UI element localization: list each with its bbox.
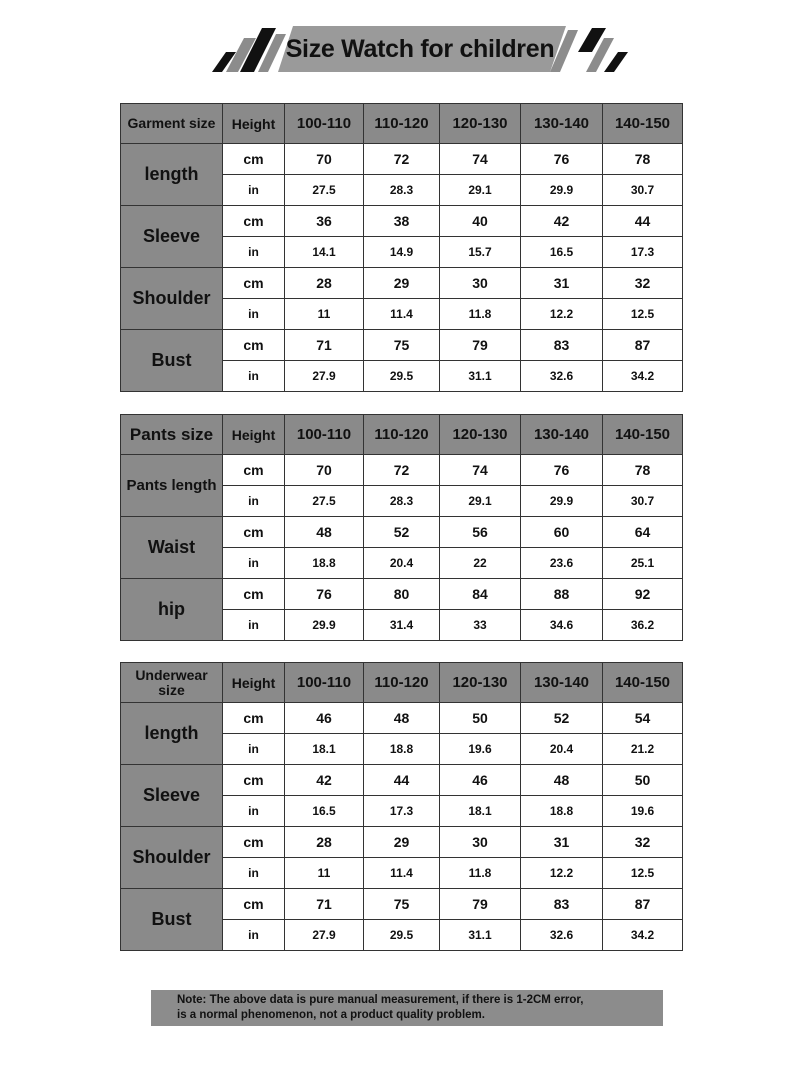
table-cell: 44 <box>603 206 683 237</box>
table-cell: 56 <box>440 517 521 548</box>
table-cell: 11 <box>285 299 364 330</box>
table-cell: 32 <box>603 827 683 858</box>
measurement-label: length <box>121 144 223 206</box>
table-cell: 15.7 <box>440 237 521 268</box>
unit-cm: cm <box>223 827 285 858</box>
title-banner <box>0 0 800 90</box>
table-cell: 18.8 <box>285 548 364 579</box>
table-cell: 42 <box>285 765 364 796</box>
table-cell: 72 <box>364 144 440 175</box>
table-cell: 28 <box>285 268 364 299</box>
table-cell: 27.9 <box>285 920 364 951</box>
table-cell: 21.2 <box>603 734 683 765</box>
table-cell: 80 <box>364 579 440 610</box>
note-line-2: is a normal phenomenon, not a product quality problem. <box>177 1009 485 1021</box>
table-cell: 12.2 <box>521 858 603 889</box>
measurement-label: Shoulder <box>121 268 223 330</box>
table-row <box>121 765 683 796</box>
table-cell: 27.9 <box>285 361 364 392</box>
table-cell: 19.6 <box>603 796 683 827</box>
table-cell: 12.5 <box>603 858 683 889</box>
table-cell: 12.5 <box>603 299 683 330</box>
height-range: 130-140 <box>521 415 603 455</box>
banner-stripe-right-4 <box>604 52 628 72</box>
table-cell: 34.6 <box>521 610 603 641</box>
unit-cm: cm <box>223 206 285 237</box>
unit-cm: cm <box>223 268 285 299</box>
table-cell: 70 <box>285 455 364 486</box>
table-cell: 30.7 <box>603 486 683 517</box>
table-cell: 11.8 <box>440 299 521 330</box>
table-cell: 42 <box>521 206 603 237</box>
table-cell: 60 <box>521 517 603 548</box>
height-range: 100-110 <box>285 415 364 455</box>
unit-cm: cm <box>223 330 285 361</box>
height-label: Height <box>223 104 285 144</box>
table-cell: 76 <box>285 579 364 610</box>
measurement-label: Shoulder <box>121 827 223 889</box>
measurement-note <box>151 990 663 1026</box>
height-range: 120-130 <box>440 663 521 703</box>
table-cell: 29 <box>364 827 440 858</box>
table-cell: 74 <box>440 144 521 175</box>
table-cell: 29.9 <box>285 610 364 641</box>
table-cell: 75 <box>364 330 440 361</box>
table-cell: 30 <box>440 827 521 858</box>
unit-cm: cm <box>223 144 285 175</box>
table-cell: 74 <box>440 455 521 486</box>
table-cell: 32.6 <box>521 361 603 392</box>
height-range: 110-120 <box>364 415 440 455</box>
measurement-label: Bust <box>121 889 223 951</box>
unit-in: in <box>223 175 285 206</box>
unit-in: in <box>223 858 285 889</box>
table-cell: 16.5 <box>521 237 603 268</box>
unit-cm: cm <box>223 889 285 920</box>
table-cell: 46 <box>440 765 521 796</box>
height-range: 130-140 <box>521 663 603 703</box>
table-cell: 27.5 <box>285 486 364 517</box>
table-cell: 12.2 <box>521 299 603 330</box>
table-cell: 83 <box>521 330 603 361</box>
measurement-label: length <box>121 703 223 765</box>
table-cell: 17.3 <box>364 796 440 827</box>
table-cell: 83 <box>521 889 603 920</box>
table-cell: 16.5 <box>285 796 364 827</box>
table-cell: 19.6 <box>440 734 521 765</box>
table-row <box>121 268 683 299</box>
table-cell: 31 <box>521 268 603 299</box>
table-heading: Underwear size <box>121 663 223 703</box>
unit-in: in <box>223 237 285 268</box>
table-heading: Garment size <box>121 104 223 144</box>
unit-cm: cm <box>223 455 285 486</box>
table-cell: 32 <box>603 268 683 299</box>
table-cell: 87 <box>603 889 683 920</box>
unit-in: in <box>223 734 285 765</box>
table-cell: 36 <box>285 206 364 237</box>
table-cell: 52 <box>364 517 440 548</box>
note-line-1: Note: The above data is pure manual measurement, if there is 1-2CM error, <box>177 994 584 1006</box>
table-header-row <box>121 104 683 144</box>
height-label: Height <box>223 415 285 455</box>
table-row <box>121 579 683 610</box>
height-range: 100-110 <box>285 104 364 144</box>
table-cell: 14.9 <box>364 237 440 268</box>
measurement-label: Sleeve <box>121 765 223 827</box>
table-cell: 79 <box>440 889 521 920</box>
table-cell: 20.4 <box>364 548 440 579</box>
measurement-label: hip <box>121 579 223 641</box>
table-cell: 29 <box>364 268 440 299</box>
table-cell: 46 <box>285 703 364 734</box>
table-cell: 78 <box>603 144 683 175</box>
table-cell: 54 <box>603 703 683 734</box>
table-cell: 14.1 <box>285 237 364 268</box>
table-cell: 50 <box>603 765 683 796</box>
height-label: Height <box>223 663 285 703</box>
table-row <box>121 144 683 175</box>
unit-in: in <box>223 548 285 579</box>
unit-cm: cm <box>223 765 285 796</box>
table-cell: 48 <box>285 517 364 548</box>
height-range: 100-110 <box>285 663 364 703</box>
unit-in: in <box>223 610 285 641</box>
table-cell: 31.1 <box>440 920 521 951</box>
table-cell: 50 <box>440 703 521 734</box>
table-cell: 29.1 <box>440 486 521 517</box>
table-cell: 31.1 <box>440 361 521 392</box>
table-cell: 11.8 <box>440 858 521 889</box>
unit-in: in <box>223 920 285 951</box>
table-cell: 87 <box>603 330 683 361</box>
height-range: 130-140 <box>521 104 603 144</box>
table-cell: 71 <box>285 330 364 361</box>
table-cell: 71 <box>285 889 364 920</box>
table-cell: 34.2 <box>603 920 683 951</box>
table-cell: 40 <box>440 206 521 237</box>
table-cell: 31 <box>521 827 603 858</box>
table-cell: 29.5 <box>364 361 440 392</box>
table-cell: 11 <box>285 858 364 889</box>
height-range: 140-150 <box>603 663 683 703</box>
table-cell: 18.1 <box>440 796 521 827</box>
table-cell: 17.3 <box>603 237 683 268</box>
table-header-row <box>121 415 683 455</box>
height-range: 140-150 <box>603 415 683 455</box>
table-cell: 11.4 <box>364 858 440 889</box>
table-cell: 18.8 <box>521 796 603 827</box>
table-cell: 27.5 <box>285 175 364 206</box>
table-row <box>121 827 683 858</box>
table-cell: 28.3 <box>364 486 440 517</box>
table-cell: 32.6 <box>521 920 603 951</box>
table-cell: 72 <box>364 455 440 486</box>
unit-cm: cm <box>223 579 285 610</box>
page-title: Size Watch for children <box>285 34 555 63</box>
table-cell: 18.8 <box>364 734 440 765</box>
table-cell: 88 <box>521 579 603 610</box>
measurement-label: Waist <box>121 517 223 579</box>
table-row <box>121 455 683 486</box>
table-cell: 92 <box>603 579 683 610</box>
table-cell: 28 <box>285 827 364 858</box>
table-cell: 22 <box>440 548 521 579</box>
unit-in: in <box>223 299 285 330</box>
table-cell: 48 <box>521 765 603 796</box>
measurement-label: Sleeve <box>121 206 223 268</box>
unit-cm: cm <box>223 517 285 548</box>
table-cell: 48 <box>364 703 440 734</box>
unit-cm: cm <box>223 703 285 734</box>
table-cell: 36.2 <box>603 610 683 641</box>
table-cell: 25.1 <box>603 548 683 579</box>
height-range: 110-120 <box>364 663 440 703</box>
table-cell: 84 <box>440 579 521 610</box>
table-cell: 30.7 <box>603 175 683 206</box>
table-cell: 28.3 <box>364 175 440 206</box>
measurement-label: Pants length <box>121 455 223 517</box>
table-cell: 29.9 <box>521 175 603 206</box>
underwear-size-table <box>120 662 683 951</box>
table-cell: 76 <box>521 144 603 175</box>
table-cell: 18.1 <box>285 734 364 765</box>
unit-in: in <box>223 361 285 392</box>
table-cell: 29.1 <box>440 175 521 206</box>
table-cell: 76 <box>521 455 603 486</box>
table-cell: 70 <box>285 144 364 175</box>
table-cell: 44 <box>364 765 440 796</box>
table-cell: 29.9 <box>521 486 603 517</box>
pants-size-table <box>120 414 683 641</box>
height-range: 140-150 <box>603 104 683 144</box>
unit-in: in <box>223 796 285 827</box>
table-header-row <box>121 663 683 703</box>
table-row <box>121 517 683 548</box>
table-cell: 33 <box>440 610 521 641</box>
table-cell: 52 <box>521 703 603 734</box>
table-row <box>121 330 683 361</box>
unit-in: in <box>223 486 285 517</box>
table-cell: 31.4 <box>364 610 440 641</box>
height-range: 120-130 <box>440 415 521 455</box>
table-cell: 79 <box>440 330 521 361</box>
table-cell: 23.6 <box>521 548 603 579</box>
table-row <box>121 206 683 237</box>
garment-size-table <box>120 103 683 392</box>
table-cell: 38 <box>364 206 440 237</box>
table-row <box>121 703 683 734</box>
table-cell: 30 <box>440 268 521 299</box>
table-cell: 75 <box>364 889 440 920</box>
table-cell: 78 <box>603 455 683 486</box>
table-heading: Pants size <box>121 415 223 455</box>
table-cell: 20.4 <box>521 734 603 765</box>
table-cell: 34.2 <box>603 361 683 392</box>
table-row <box>121 889 683 920</box>
table-cell: 29.5 <box>364 920 440 951</box>
height-range: 110-120 <box>364 104 440 144</box>
table-cell: 64 <box>603 517 683 548</box>
measurement-label: Bust <box>121 330 223 392</box>
table-cell: 11.4 <box>364 299 440 330</box>
height-range: 120-130 <box>440 104 521 144</box>
